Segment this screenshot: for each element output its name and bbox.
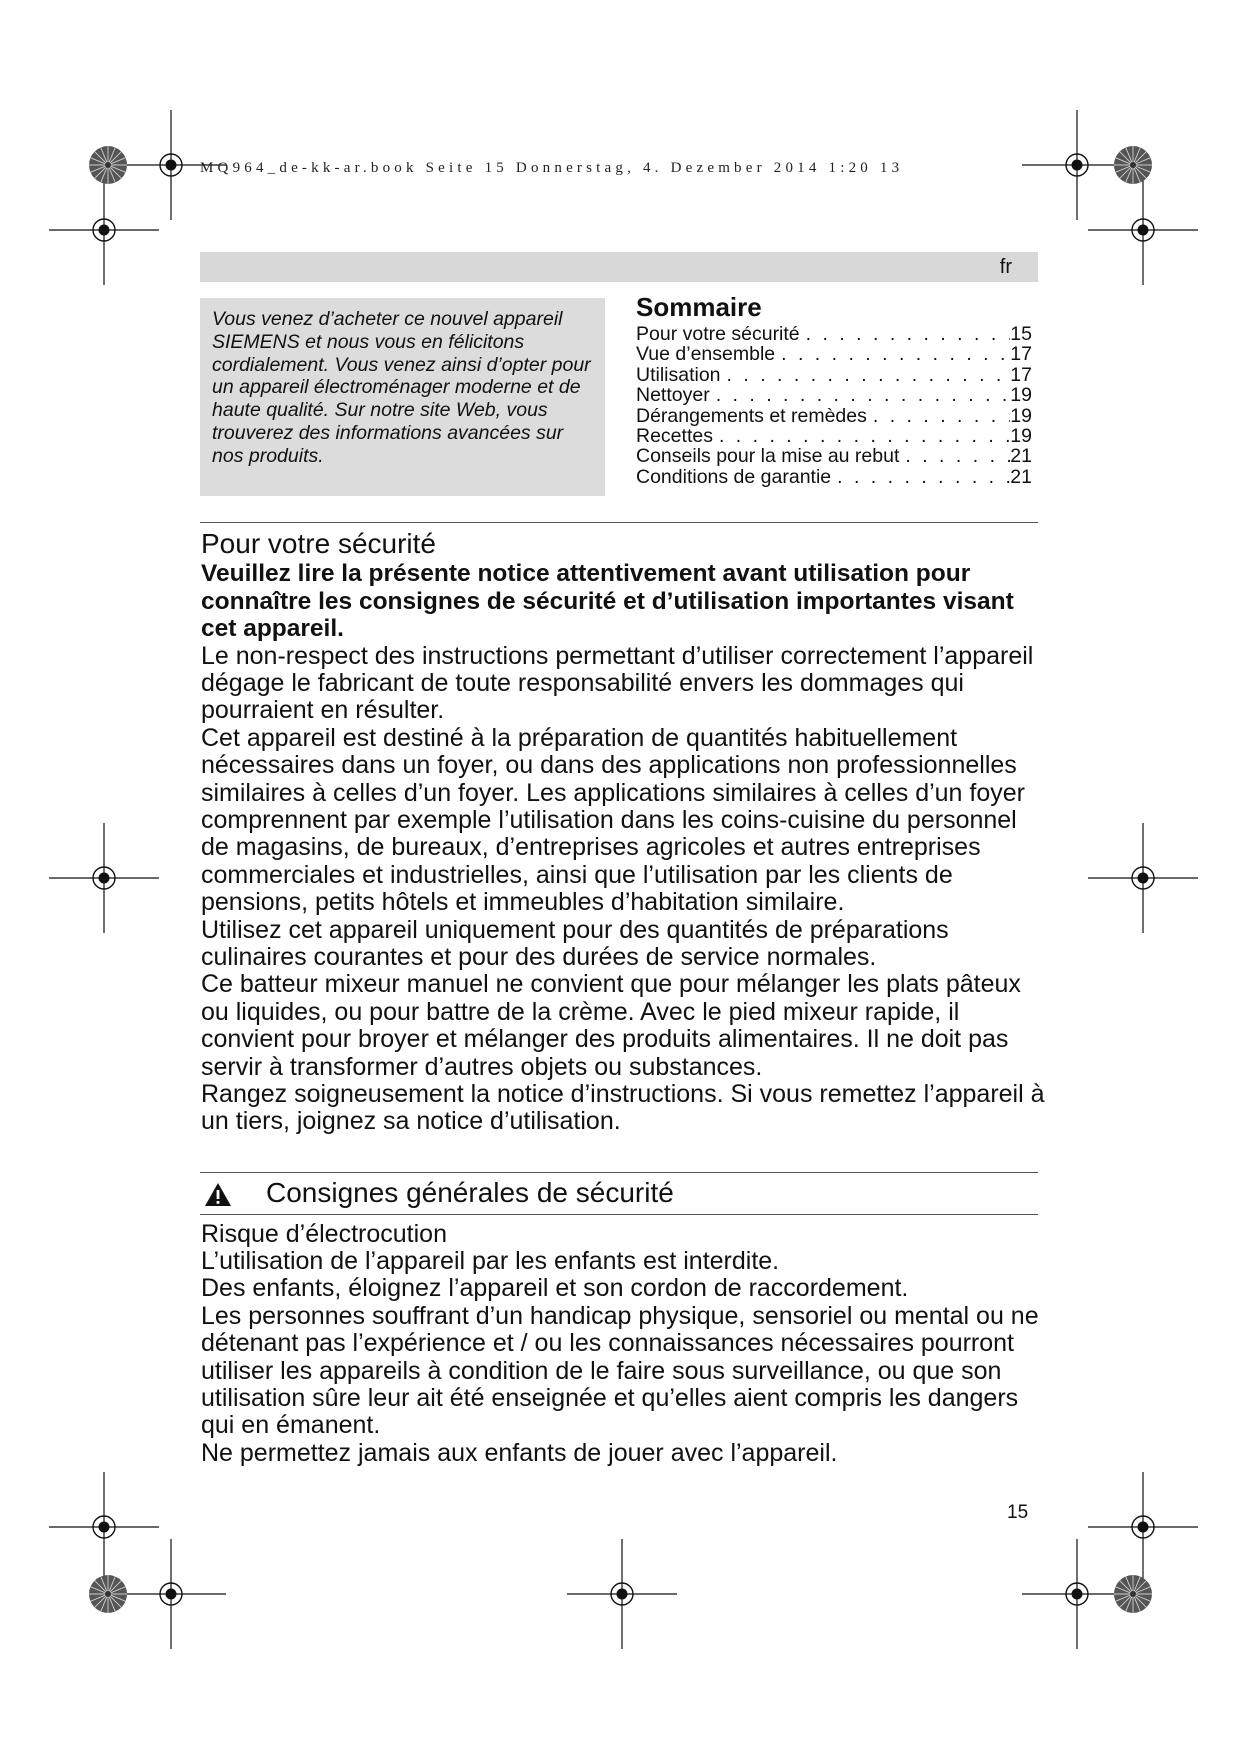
color-bar-rosette-icon xyxy=(88,145,128,185)
registration-mark-icon xyxy=(49,175,159,285)
toc-item[interactable] xyxy=(636,324,1032,344)
registration-mark-icon xyxy=(1088,175,1198,285)
general-safety-title: Consignes générales de sécurité xyxy=(266,1177,674,1208)
registration-mark-icon xyxy=(116,1539,226,1649)
toc-leader-dots xyxy=(775,344,1010,364)
section-divider xyxy=(200,522,1038,523)
toc-item-label: Conditions de garantie xyxy=(636,465,832,488)
section-divider xyxy=(200,1172,1038,1173)
print-header: MQ964_de-kk-ar.book Seite 15 Donnerstag, 4. Dezember 2014 1:20 13 xyxy=(200,160,904,176)
registration-mark-icon xyxy=(49,823,159,933)
electrocution-risk-section xyxy=(201,1220,1051,1467)
toc-leader-dots xyxy=(831,467,1010,487)
toc-item-label: Dérangements et remèdes xyxy=(636,404,867,427)
section-divider xyxy=(200,1214,1038,1215)
registration-mark-icon xyxy=(1088,823,1198,933)
safety-paragraph: Le non-respect des instructions permettant d’utiliser correctement l’appareil dégage le fabricant de toute responsabilité envers les dommages qui pourraient en résulter. xyxy=(201,641,1034,725)
toc-item-page: 21 xyxy=(1010,465,1032,488)
table-of-contents xyxy=(636,292,1032,487)
toc-leader-dots xyxy=(899,446,1010,466)
risk-paragraph: Les personnes souffrant d’un handicap physique, sensoriel ou mental ou ne détenant pas l’expérience et / ou les connaissances nécessaires pourront utiliser les appareils à condition de le faire sous surveillance, ou que son utilisation sûre leur ait été enseignée et qu’elles aient compris les dangers qui en émanent. xyxy=(201,1301,1039,1440)
toc-leader-dots xyxy=(713,426,1010,446)
toc-item-page: 19 xyxy=(1010,404,1032,427)
page-number: 15 xyxy=(1007,1502,1029,1523)
toc-item[interactable] xyxy=(636,385,1032,405)
language-code: fr xyxy=(999,256,1012,278)
warning-triangle-icon xyxy=(204,1182,232,1207)
toc-item-page: 17 xyxy=(1010,363,1032,386)
risk-title: Risque d’électrocution xyxy=(201,1220,447,1248)
color-bar-rosette-icon xyxy=(88,1574,128,1614)
toc-item-page: 19 xyxy=(1010,384,1032,407)
toc-item-label: Recettes xyxy=(636,425,713,448)
toc-item-label: Vue d’ensemble xyxy=(636,343,776,366)
toc-item[interactable] xyxy=(636,365,1032,385)
toc-title: Sommaire xyxy=(636,292,762,322)
risk-paragraph: L’utilisation de l’appareil par les enfants est interdite. xyxy=(201,1247,780,1275)
toc-item-page: 17 xyxy=(1010,343,1032,366)
intro-text: Vous venez d’acheter ce nouvel appareil SIEMENS et nous vous en félicitons cordialement. Vous venez ainsi d’opter pour un appareil électroménager moderne et de haute qualité. Sur notre site Web, vous trouverez des informations avancées sur nos produits. xyxy=(212,308,591,467)
toc-leader-dots xyxy=(867,406,1010,426)
toc-item-label: Conseils pour la mise au rebut xyxy=(636,445,900,468)
risk-paragraph: Ne permettez jamais aux enfants de jouer avec l’appareil. xyxy=(201,1438,838,1467)
toc-item-label: Utilisation xyxy=(636,363,721,386)
color-bar-rosette-icon xyxy=(1113,145,1153,185)
toc-item[interactable] xyxy=(636,426,1032,446)
general-safety-heading xyxy=(200,1176,1038,1212)
toc-list xyxy=(636,324,1032,487)
safety-section xyxy=(201,528,1051,1136)
toc-item-page: 21 xyxy=(1010,445,1032,468)
safety-paragraph: Rangez soigneusement la notice d’instructions. Si vous remettez l’appareil à un tiers, joignez sa notice d’utilisation. xyxy=(201,1080,1045,1136)
toc-leader-dots xyxy=(800,324,1011,344)
registration-mark-icon xyxy=(567,1539,677,1649)
toc-item[interactable] xyxy=(636,467,1032,487)
safety-paragraph: Cet appareil est destiné à la préparation de quantités habituellement nécessaires dans un foyer, ou dans des applications non professionnelles similaires à celles d’un foyer. Les applications similaires à celles d’un foyer comprennent par exemple l’utilisation dans les coins-cuisine du personnel de magasins, de bureaux, d’entreprises agricoles et autres entreprises commerciales et industrielles, ainsi que l’utilisation par les clients de pensions, petits hôtels et immeubles d’habitation similaire. xyxy=(201,723,1025,917)
toc-item[interactable] xyxy=(636,406,1032,426)
intro-box xyxy=(200,298,605,496)
safety-lead: Veuillez lire la présente notice attentivement avant utilisation pour connaître les consignes de sécurité et d’utilisation importantes visant cet appareil. xyxy=(201,560,1014,642)
toc-item-label: Nettoyer xyxy=(636,384,710,407)
safety-title: Pour votre sécurité xyxy=(201,528,436,559)
color-bar-rosette-icon xyxy=(1113,1574,1153,1614)
toc-item-page: 19 xyxy=(1010,425,1032,448)
toc-item-label: Pour votre sécurité xyxy=(636,323,800,345)
language-bar xyxy=(200,252,1038,282)
risk-paragraph: Des enfants, éloignez l’appareil et son cordon de raccordement. xyxy=(201,1274,909,1303)
toc-leader-dots xyxy=(721,365,1011,385)
safety-paragraph: Utilisez cet appareil uniquement pour des quantités de préparations culinaires courantes et pour des durées de service normales. xyxy=(201,915,949,971)
toc-item[interactable] xyxy=(636,446,1032,466)
safety-paragraph: Ce batteur mixeur manuel ne convient que pour mélanger les plats pâteux ou liquides, ou pour battre de la crème. Avec le pied mixeur rapide, il convient pour broyer et mélanger des produits alimentaires. Il ne doit pas servir à transformer d’autres objets ou substances. xyxy=(201,970,1021,1081)
toc-leader-dots xyxy=(710,385,1011,405)
toc-item[interactable] xyxy=(636,344,1032,364)
toc-item-page: 15 xyxy=(1010,323,1032,345)
